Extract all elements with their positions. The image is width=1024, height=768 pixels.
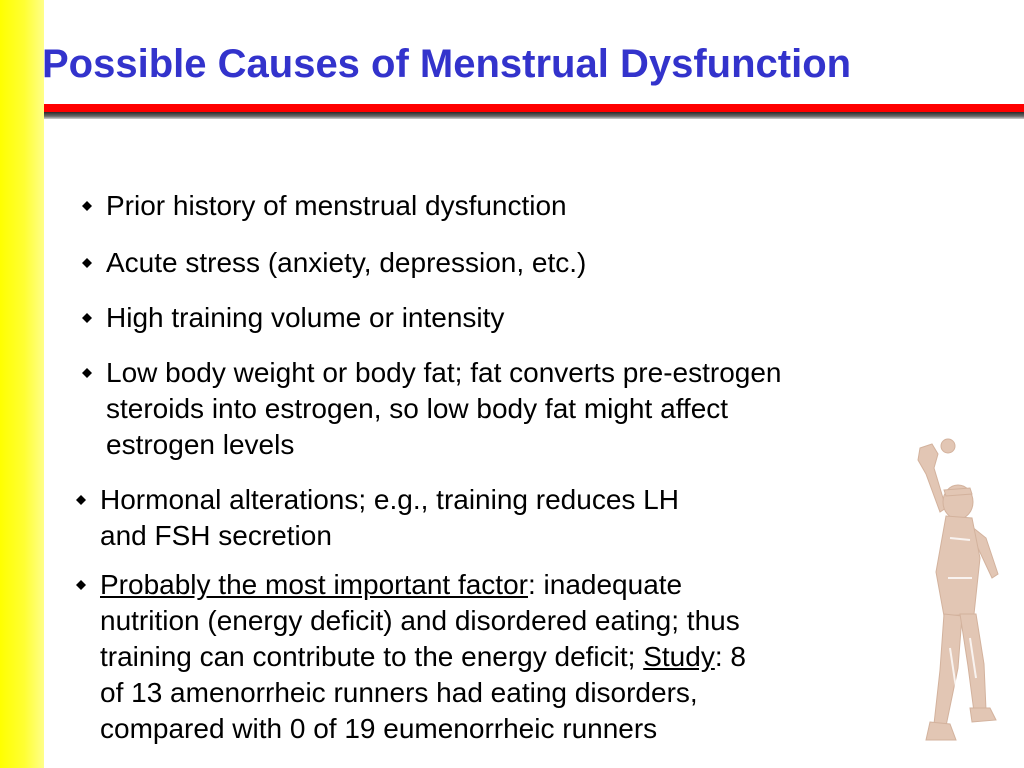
bullet-line: steroids into estrogen, so low body fat might affect	[106, 393, 729, 424]
bullet-line	[76, 639, 746, 675]
athlete-silhouette-icon	[900, 438, 1004, 756]
bullet-text: High training volume or intensity	[106, 302, 505, 333]
bullet-item-5	[76, 482, 679, 554]
bullet-text: Prior history of menstrual dysfunction	[106, 190, 567, 221]
bullet-line: Low body weight or body fat; fat converts pre-estrogen	[106, 357, 782, 388]
text-run: : 8	[714, 641, 746, 672]
bullet-line: and FSH secretion	[100, 520, 332, 551]
bullet-line: compared with 0 of 19 eumenorrheic runners	[100, 713, 658, 744]
slide-title: Possible Causes of Menstrual Dysfunction	[42, 42, 852, 86]
text-run: training can contribute to the energy deficit;	[100, 641, 644, 672]
diamond-bullet-icon	[82, 258, 92, 268]
bullet-line: nutrition (energy deficit) and disordered eating; thus	[100, 605, 740, 636]
bullet-text: Acute stress (anxiety, depression, etc.)	[106, 247, 587, 278]
rule-red-bar	[44, 104, 1024, 112]
bullet-item-4	[82, 355, 782, 463]
title-underline-rule	[44, 104, 1024, 120]
rule-shadow-bar	[44, 112, 1024, 119]
bullet-item-1	[82, 188, 567, 224]
bullet-item-6	[76, 567, 746, 747]
underlined-phrase: Probably the most important factor	[100, 569, 528, 600]
diamond-bullet-icon	[82, 201, 92, 211]
bullet-item-3	[82, 300, 504, 336]
diamond-bullet-icon	[82, 313, 92, 323]
diamond-bullet-icon	[82, 368, 92, 378]
bullet-line: of 13 amenorrheic runners had eating disorders,	[100, 677, 698, 708]
text-run: : inadequate	[527, 569, 683, 600]
underlined-phrase: Study	[643, 641, 715, 672]
bullet-line: estrogen levels	[106, 429, 295, 460]
diamond-bullet-icon	[76, 495, 86, 505]
diamond-bullet-icon	[76, 580, 86, 590]
bullet-line: Hormonal alterations; e.g., training reduces LH	[100, 484, 679, 515]
bullet-item-2	[82, 245, 586, 281]
bullet-line	[76, 567, 746, 603]
left-accent-band	[0, 0, 44, 768]
